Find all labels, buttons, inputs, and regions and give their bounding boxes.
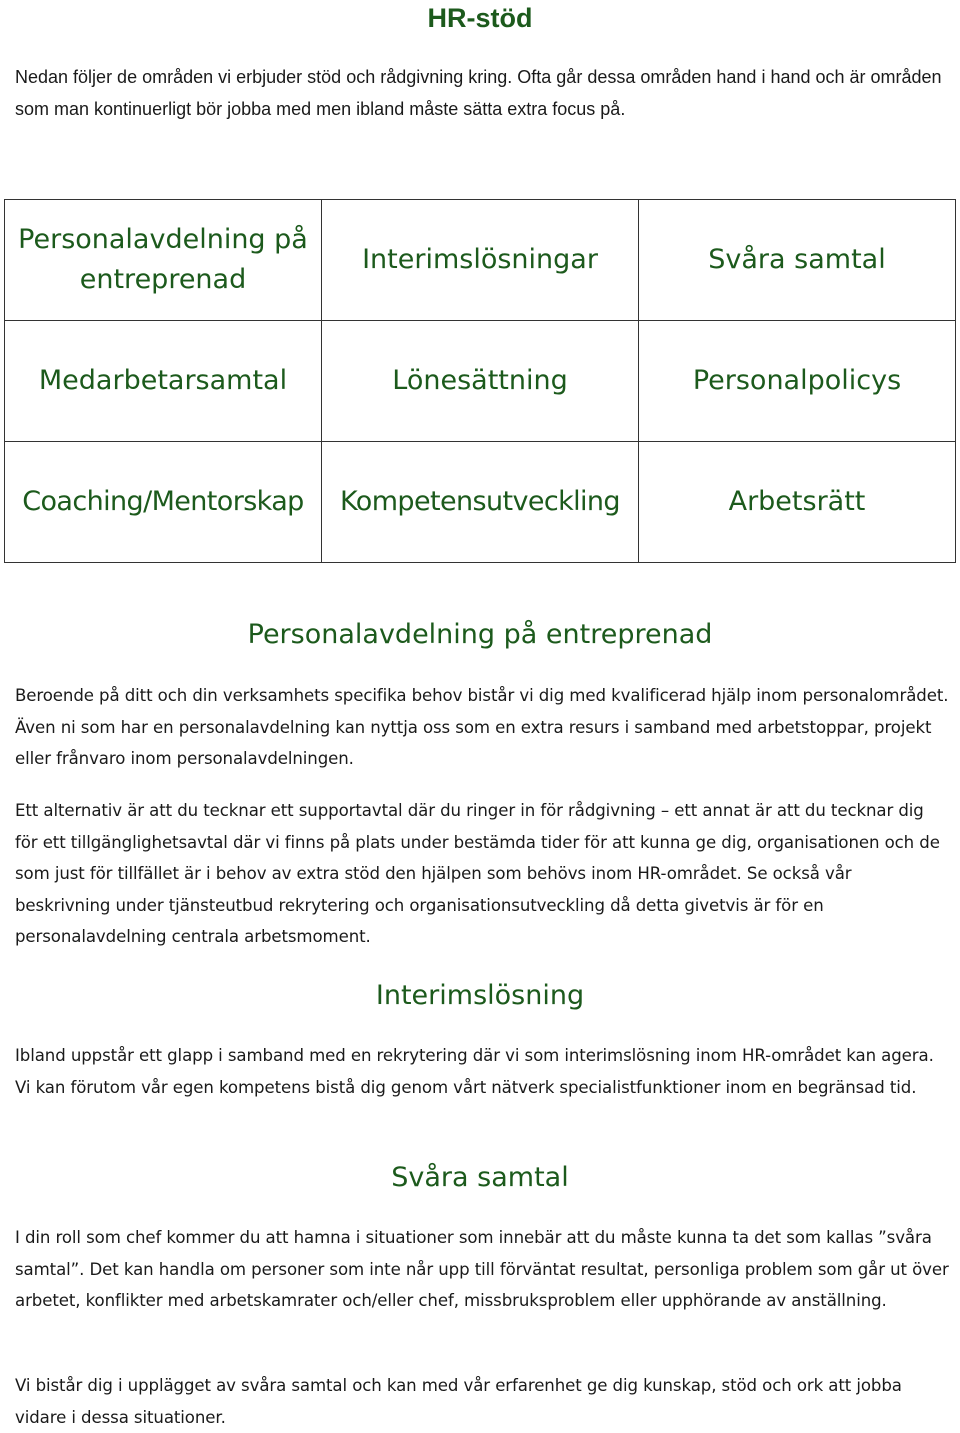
grid-row: [5, 442, 956, 563]
svara-samtal-paragraph-2: Vi bistår dig i upplägget av svåra samtal och kan med vår erfarenhet ge dig kunskap, stöd och ork att jobba vidare i dessa situationer.: [15, 1376, 902, 1427]
service-areas-grid: [4, 199, 956, 563]
grid-cell-personalavdelning: Personalavdelning på entreprenad: [5, 200, 322, 321]
grid-row: [5, 200, 956, 321]
grid-row: [5, 321, 956, 442]
grid-cell-medarbetarsamtal: Medarbetarsamtal: [5, 321, 322, 442]
grid-cell-kompetensutveckling: Kompetensutveckling: [322, 442, 639, 563]
page-title: HR-stöd: [427, 3, 533, 33]
svara-samtal-paragraph-1: I din roll som chef kommer du att hamna i situationer som innebär att du måste kunna ta det som kallas ”svåra samtal”. Det kan handla om personer som inte når upp till förväntat resultat, personliga problem som går ut över arbetet, konflikter med arbetskamrater och/eller chef, missbruksproblem eller upphörande av anställning.: [15, 1228, 949, 1310]
section-heading-personalavdelning: Personalavdelning på entreprenad: [247, 619, 713, 650]
intro-paragraph: Nedan följer de områden vi erbjuder stöd och rådgivning kring. Ofta går dessa områden hand i hand och är områden som man kontinuerligt bör jobba med men ibland måste sätta extra focus på.: [15, 67, 942, 119]
grid-cell-personalpolicys: Personalpolicys: [639, 321, 956, 442]
personalavdelning-paragraph-2: Ett alternativ är att du tecknar ett supportavtal där du ringer in för rådgivning – ett annat är att du tecknar dig för ett tillgänglighetsavtal där vi finns på plats under bestämda tider för att kunna ge dig, organisationen och de som just för tillfället är i behov av extra stöd den hjälpen som behövs inom HR-området. Se också vår beskrivning under tjänsteutbud rekrytering och organisationsutveckling då detta givetvis är för en personalavdelning centrala arbetsmoment.: [15, 801, 940, 946]
interim-paragraph: Ibland uppstår ett glapp i samband med en rekrytering där vi som interimslösning inom HR-området kan agera. Vi kan förutom vår egen kompetens bistå dig genom vårt nätverk specialistfunktioner inom en begränsad tid.: [15, 1046, 934, 1097]
section-heading-svara-samtal: Svåra samtal: [391, 1162, 569, 1193]
grid-cell-lonesattning: Lönesättning: [322, 321, 639, 442]
personalavdelning-paragraph-1: Beroende på ditt och din verksamhets specifika behov bistår vi dig med kvalificerad hjälp inom personalområdet. Även ni som har en personalavdelning kan nyttja oss som en extra resurs i samband med arbetstoppar, projekt eller frånvaro inom personalavdelningen.: [15, 686, 949, 768]
grid-cell-interimslosningar: Interimslösningar: [322, 200, 639, 321]
grid-cell-arbetsratt: Arbetsrätt: [639, 442, 956, 563]
section-heading-interimslosning: Interimslösning: [375, 980, 585, 1011]
grid-cell-coaching: Coaching/Mentorskap: [5, 442, 322, 563]
grid-cell-svara-samtal: Svåra samtal: [639, 200, 956, 321]
